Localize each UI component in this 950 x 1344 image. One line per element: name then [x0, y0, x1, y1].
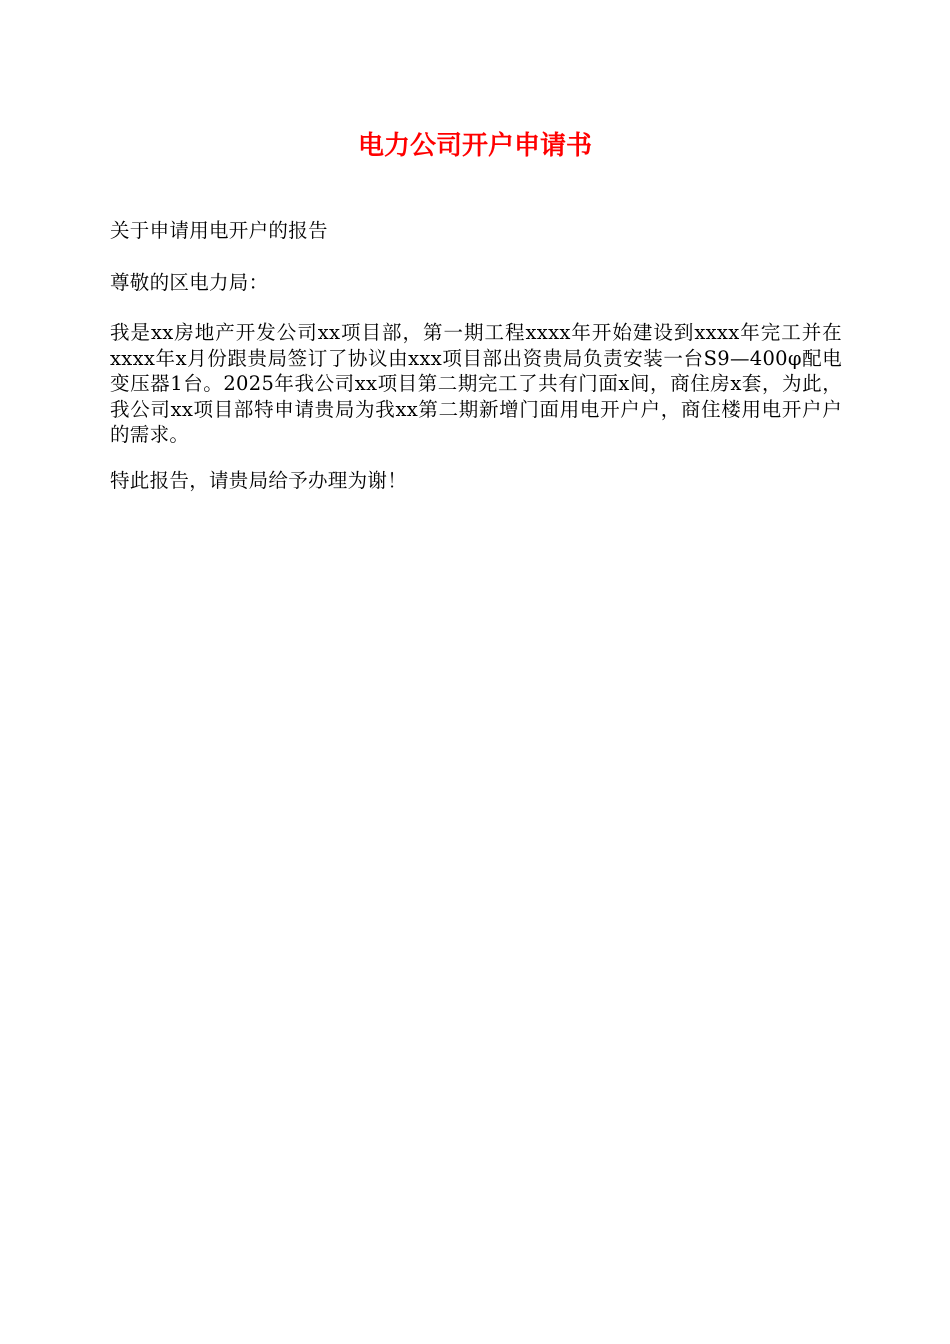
subject-line: 关于申请用电开户的报告	[110, 219, 328, 242]
document-title: 电力公司开户申请书	[357, 131, 592, 161]
closing-line: 特此报告，请贵局给予办理为谢！	[110, 469, 408, 492]
salutation: 尊敬的区电力局：	[110, 271, 269, 294]
main-paragraph: 我是xx房地产开发公司xx项目部，第一期工程xxxx年开始建设到xxxx年完工并在xxxx年x月份跟贵局签订了协议由xxx项目部出资贵局负责安装一台S9—400φ配电变压器1台。2025年我公司xx项目第二期完工了共有门面x间，商住房x套，为此，我公司xx项目部特申请贵局为我xx第二期新增门面用电开户户，商住楼用电开户户的需求。	[110, 321, 842, 447]
